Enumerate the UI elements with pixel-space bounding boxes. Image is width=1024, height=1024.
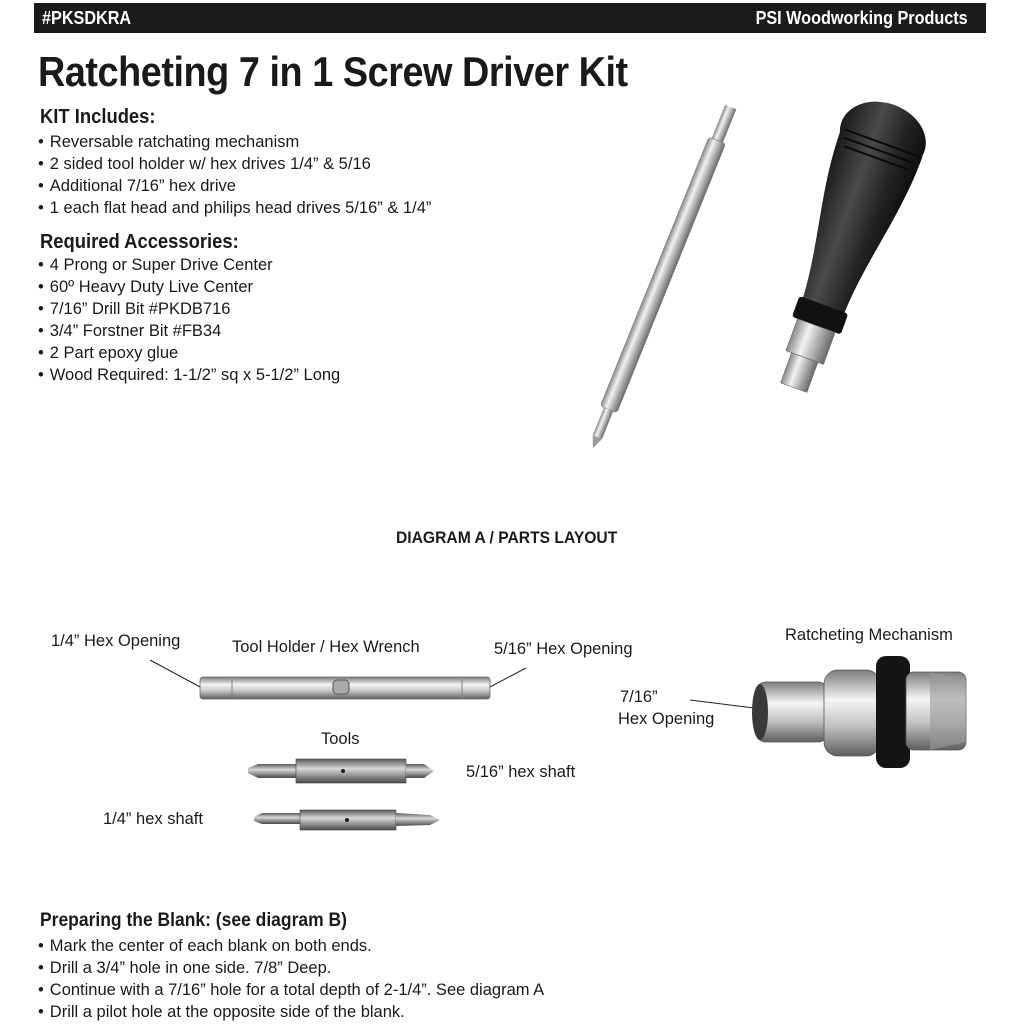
list-item: • 7/16” Drill Bit #PKDB716 — [38, 298, 340, 320]
leader-line — [488, 668, 526, 688]
tool-holder-drawing — [200, 677, 490, 699]
product-code: #PKSDKRA — [42, 8, 132, 28]
list-item: • Wood Required: 1-1/2” sq x 5-1/2” Long — [38, 364, 340, 386]
label-1-4-shaft: 1/4” hex shaft — [103, 810, 203, 828]
list-item: • Mark the center of each blank on both ends. — [38, 935, 544, 957]
bit-1-4-drawing — [254, 810, 440, 830]
list-item: • Additional 7/16” hex drive — [38, 175, 431, 197]
list-item: • 3/4” Forstner Bit #FB34 — [38, 320, 340, 342]
list-item: • Drill a 3/4” hole in one side. 7/8” Deep. — [38, 957, 544, 979]
brand-name: PSI Woodworking Products — [755, 8, 968, 28]
bit-5-16-drawing — [248, 759, 434, 783]
diagram-title: DIAGRAM A / PARTS LAYOUT — [396, 528, 618, 547]
list-item: • Drill a pilot hole at the opposite side of the blank. — [38, 1001, 544, 1023]
label-tool-holder: Tool Holder / Hex Wrench — [232, 638, 420, 656]
label-ratchet-mechanism: Ratcheting Mechanism — [785, 626, 953, 644]
preparing-list — [38, 935, 544, 1023]
list-item: • 2 Part epoxy glue — [38, 342, 340, 364]
kit-heading: KIT Includes: — [40, 106, 156, 128]
ratchet-mechanism-drawing — [752, 656, 966, 768]
list-item: • 2 sided tool holder w/ hex drives 1/4” & 5/16 — [38, 153, 431, 175]
label-5-16-hex-opening: 5/16” Hex Opening — [494, 640, 633, 658]
label-quarter-hex-opening: 1/4” Hex Opening — [51, 632, 181, 650]
list-item: • 1 each flat head and philips head drives 5/16” & 1/4” — [38, 197, 431, 219]
leader-line — [690, 700, 754, 708]
accessories-heading: Required Accessories: — [40, 231, 239, 253]
label-7-16-line2: Hex Opening — [618, 710, 715, 728]
list-item: • Continue with a 7/16” hole for a total depth of 2-1/4”. See diagram A — [38, 979, 544, 1001]
label-tools: Tools — [321, 730, 360, 748]
leader-line — [150, 660, 202, 688]
list-item: • 60º Heavy Duty Live Center — [38, 276, 340, 298]
preparing-heading: Preparing the Blank: (see diagram B) — [40, 910, 347, 931]
list-item: • Reversable ratchating mechanism — [38, 131, 431, 153]
list-item: • 4 Prong or Super Drive Center — [38, 254, 340, 276]
label-7-16-line1: 7/16” — [620, 688, 658, 706]
page-title: Ratcheting 7 in 1 Screw Driver Kit — [38, 48, 628, 95]
label-5-16-shaft: 5/16” hex shaft — [466, 763, 576, 781]
